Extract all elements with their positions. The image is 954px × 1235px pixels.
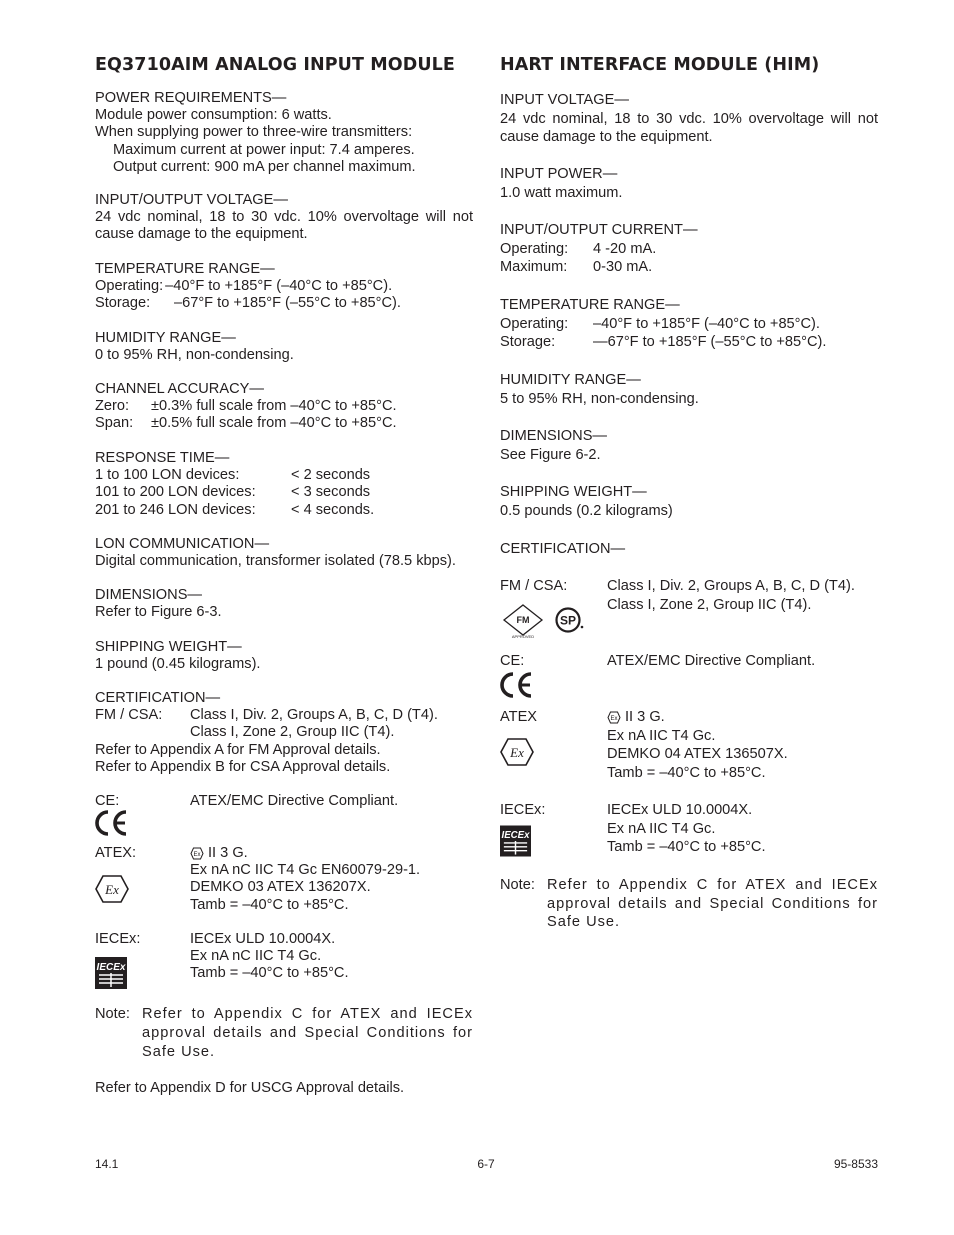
him-atex-row: ATEX Ex II 3 G. Ex nA IIC T4 Gc. DEMKO 04 ATEX 136507X. Tamb = –40°C to +85°C. — [500, 709, 788, 781]
him-certification-section — [500, 540, 878, 559]
section-heading: SHIPPING WEIGHT— — [95, 639, 242, 655]
svg-text:Ex: Ex — [510, 745, 524, 760]
section-heading: TEMPERATURE RANGE— — [500, 297, 680, 313]
him-input-power-section: INPUT POWER— 1.0 watt maximum. — [500, 165, 878, 202]
aim-uscg-note: Refer to Appendix D for USCG Approval details. — [95, 1080, 405, 1096]
ex-symbol-icon — [607, 711, 621, 724]
him-humidity-section: HUMIDITY RANGE— 5 to 95% RH, non-condensing. — [500, 371, 878, 408]
page-number: 6-7 — [477, 1157, 495, 1171]
section-heading: RESPONSE TIME— — [95, 450, 230, 466]
him-title: HART INTERFACE MODULE (HIM) — [500, 55, 820, 75]
footer-revision: 14.1 — [95, 1157, 119, 1171]
aim-atex-row: ATEX: Ex II 3 G. Ex nA nC IIC T4 Gc EN60079-29-1. DEMKO 03 ATEX 136207X. Tamb = –40°C to +85°C. — [95, 845, 421, 913]
him-dimensions-section: DIMENSIONS— See Figure 6-2. — [500, 427, 878, 464]
aim-temperature-section: TEMPERATURE RANGE— Operating: –40°F to +185°F (–40°C to +85°C). Storage: –67°F to +185°F (–55°C to +85°C). — [95, 261, 473, 313]
section-heading: INPUT/OUTPUT CURRENT— — [500, 222, 698, 238]
section-heading: DIMENSIONS— — [500, 428, 608, 444]
section-heading: TEMPERATURE RANGE— — [95, 261, 275, 277]
section-heading: HUMIDITY RANGE— — [500, 372, 641, 388]
svg-text:SP: SP — [559, 613, 577, 628]
aim-ce-row: CE: ATEX/EMC Directive Compliant. — [95, 793, 399, 809]
svg-text:IECEx: IECEx — [96, 962, 126, 973]
him-shipping-section: SHIPPING WEIGHT— 0.5 pounds (0.2 kilograms) — [500, 483, 878, 520]
svg-text:Ex: Ex — [105, 882, 119, 897]
section-heading: INPUT VOLTAGE— — [500, 92, 629, 108]
aim-lon-section: LON COMMUNICATION— Digital communication, transformer isolated (78.5 kbps). — [95, 536, 473, 570]
footer-doc-number: 95-8533 — [833, 1157, 878, 1171]
svg-text:APPROVED: APPROVED — [511, 634, 535, 639]
aim-io-voltage-section: INPUT/OUTPUT VOLTAGE— 24 vdc nominal, 18 to 30 vdc. 10% overvoltage will not cause damage to the equipment. — [95, 192, 473, 243]
aim-response-section — [95, 450, 473, 519]
aim-iecex-row: IECEx: IECEx ULD 10.0004X. Ex nA nC IIC T4 Gc. Tamb = –40°C to +85°C. — [95, 931, 349, 982]
section-heading: INPUT POWER— — [500, 166, 618, 182]
svg-text:IECEx: IECEx — [501, 830, 530, 842]
him-input-voltage-section: INPUT VOLTAGE— 24 vdc nominal, 18 to 30 vdc. 10% overvoltage will not cause damage to the equipment. — [500, 92, 878, 146]
him-iecex-row: IECEx: IECEx ULD 10.0004X. Ex nA IIC T4 Gc. Tamb = –40°C to +85°C. — [500, 802, 766, 856]
ex-symbol-icon — [190, 847, 204, 860]
svg-text:Ex: Ex — [610, 716, 618, 722]
aim-power-section: POWER REQUIREMENTS— Module power consumption: 6 watts. When supplying power to three-wire transmitters: Maximum current at power input: 7.4 amperes. Output current: 900 mA per channel maximum. — [95, 90, 473, 176]
section-heading: HUMIDITY RANGE— — [95, 330, 236, 346]
svg-text:FM: FM — [516, 615, 530, 625]
ce-mark-icon — [95, 809, 129, 837]
section-heading: CHANNEL ACCURACY— — [95, 381, 264, 397]
aim-title: EQ3710AIM ANALOG INPUT MODULE — [95, 55, 455, 75]
aim-certification-section: CERTIFICATION— FM / CSA: Class I, Div. 2, Groups A, B, C, D (T4). Class I, Zone 2, Group IIC (T4). Refer to Appendix A for FM Approval details. Refer to Appendix B for CSA Approval details. — [95, 690, 473, 776]
section-heading: DIMENSIONS— — [95, 587, 203, 603]
aim-humidity-section: HUMIDITY RANGE— 0 to 95% RH, non-condensing. — [95, 330, 473, 364]
list-item: 101 to 200 LON devices: < 3 seconds — [95, 484, 371, 501]
list-item: 201 to 246 LON devices: < 4 seconds. — [95, 501, 375, 518]
him-io-current-section: INPUT/OUTPUT CURRENT— Operating: 4 -20 mA. Maximum: 0-30 mA. — [500, 221, 878, 277]
him-ce-row: CE: ATEX/EMC Directive Compliant. — [500, 653, 816, 669]
section-heading: CERTIFICATION— — [95, 690, 221, 706]
section-heading: POWER REQUIREMENTS— — [95, 90, 287, 106]
iecex-logo-icon — [500, 825, 531, 857]
section-heading: SHIPPING WEIGHT— — [500, 484, 647, 500]
fm-approved-icon — [502, 603, 544, 639]
him-temperature-section: TEMPERATURE RANGE— Operating: –40°F to +185°F (–40°C to +85°C). Storage: —67°F to +185°F (–55°C to +85°C). — [500, 296, 878, 352]
ex-hexagon-icon — [500, 737, 534, 767]
section-heading: INPUT/OUTPUT VOLTAGE— — [95, 192, 288, 208]
ex-hexagon-icon — [95, 874, 129, 904]
svg-text:Ex: Ex — [193, 852, 201, 858]
him-fm-row: FM / CSA: Class I, Div. 2, Groups A, B, C, D (T4). Class I, Zone 2, Group IIC (T4). — [500, 578, 855, 613]
aim-accuracy-section: CHANNEL ACCURACY— Zero: ±0.3% full scale from –40°C to +85°C. Span: ±0.5% full scale from –40°C to +85°C. — [95, 381, 473, 433]
section-heading: CERTIFICATION— — [500, 541, 626, 557]
ce-mark-icon — [500, 671, 534, 699]
csa-icon — [555, 605, 585, 635]
iecex-logo-icon — [95, 957, 127, 989]
section-heading: LON COMMUNICATION— — [95, 536, 270, 552]
list-item: 1 to 100 LON devices: < 2 seconds — [95, 467, 371, 484]
aim-note: Note: Refer to Appendix C for ATEX and IECEx approval details and Special Conditions for Safe Use. — [95, 1006, 473, 1060]
him-note: Note: Refer to Appendix C for ATEX and IECEx approval details and Special Conditions for Safe Use. — [500, 877, 878, 931]
aim-dimensions-section: DIMENSIONS— Refer to Figure 6-3. — [95, 587, 473, 621]
aim-shipping-section: SHIPPING WEIGHT— 1 pound (0.45 kilograms). — [95, 639, 473, 673]
